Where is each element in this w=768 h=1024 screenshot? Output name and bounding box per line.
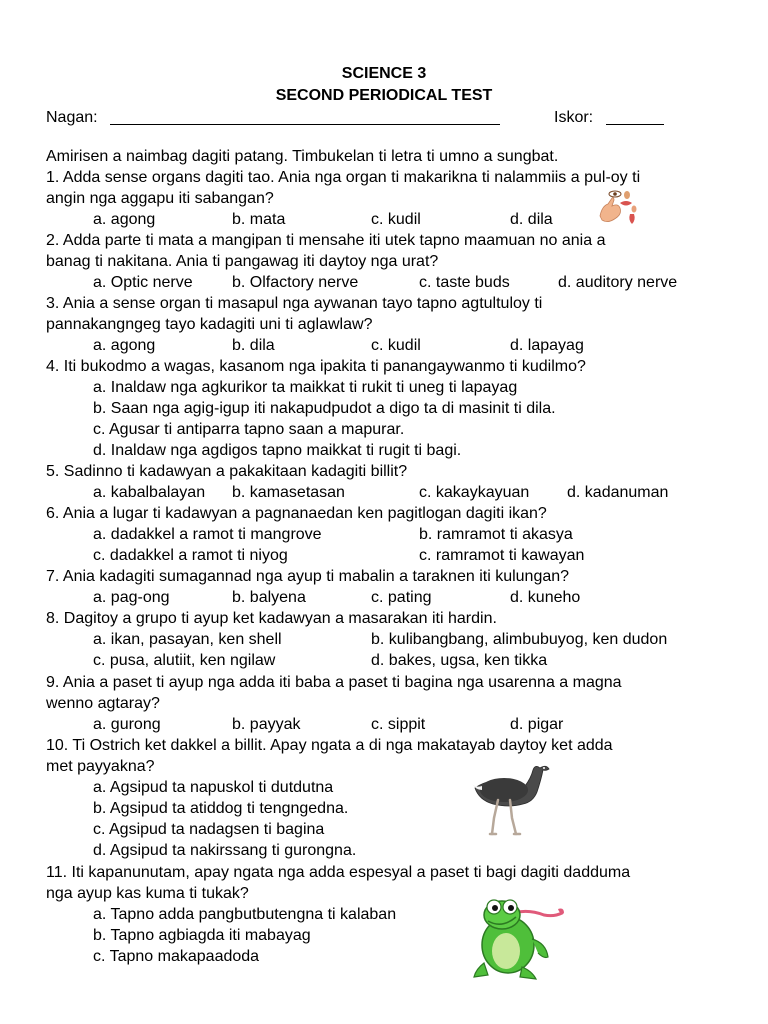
question-11-line-1: 11. Iti kapanunutam, apay ngata nga adda espesyal a paset ti bagi dagiti dadduma	[46, 864, 631, 881]
question-1-option-c: c. kudil	[371, 211, 421, 228]
question-3-option-c: c. kudil	[371, 337, 421, 354]
question-7-option-a: a. pag-ong	[93, 589, 170, 606]
question-2-option-c: c. taste buds	[419, 274, 510, 291]
ostrich-icon	[470, 760, 554, 838]
question-4-option-c: c. Agusar ti antiparra tapno saan a mapurar.	[93, 421, 405, 438]
question-10-option-b: b. Agsipud ta atiddog ti tengngedna.	[93, 800, 349, 817]
question-10-option-c: c. Agsipud ta nadagsen ti bagina	[93, 821, 325, 838]
question-1-option-a: a. agong	[93, 211, 156, 228]
document-title: SCIENCE 3	[341, 65, 427, 82]
question-7-line-1: 7. Ania kadagiti sumagannad nga ayup ti mabalin a taraknen iti kulungan?	[46, 568, 570, 585]
question-7-option-c: c. pating	[371, 589, 432, 606]
question-7-option-b: b. balyena	[232, 589, 306, 606]
question-6-option-d: c. ramramot ti kawayan	[419, 547, 585, 564]
question-11-option-b: b. Tapno agbiagda iti mabayag	[93, 927, 311, 944]
question-4-option-d: d. Inaldaw nga agdigos tapno maikkat ti rugit ti bagi.	[93, 442, 462, 459]
sense-organs-icon	[594, 188, 642, 230]
question-6-option-c: c. dadakkel a ramot ti niyog	[93, 547, 288, 564]
question-2-option-b: b. Olfactory nerve	[232, 274, 359, 291]
name-blank-line	[110, 124, 500, 125]
question-9-option-a: a. gurong	[93, 716, 161, 733]
question-5-option-d: d. kadanuman	[567, 484, 669, 501]
question-3-option-d: d. lapayag	[510, 337, 584, 354]
question-10-option-d: d. Agsipud ta nakirssang ti gurongna.	[93, 842, 357, 859]
question-3-line-1: 3. Ania a sense organ ti masapul nga aywanan tayo tapno agtultuloy ti	[46, 295, 543, 312]
instructions: Amirisen a naimbag dagiti patang. Timbukelan ti letra ti umno a sungbat.	[46, 148, 559, 165]
question-5-option-c: c. kakaykayuan	[419, 484, 530, 501]
name-label: Nagan:	[46, 109, 98, 126]
question-3-line-2: pannakangngeg tayo kadagiti uni ti aglawlaw?	[46, 316, 373, 333]
question-9-option-d: d. pigar	[510, 716, 564, 733]
question-1-option-d: d. dila	[510, 211, 553, 228]
question-8-option-b: b. kulibangbang, alimbubuyog, ken dudon	[371, 631, 668, 648]
question-8-option-d: d. bakes, ugsa, ken tikka	[371, 652, 548, 669]
question-7-option-d: d. kuneho	[510, 589, 581, 606]
question-1-line-2: angin nga aggapu iti sabangan?	[46, 190, 274, 207]
question-11-line-2: nga ayup kas kuma ti tukak?	[46, 885, 249, 902]
question-5-line-1: 5. Sadinno ti kadawyan a pakakitaan kadagiti billit?	[46, 463, 408, 480]
question-6-option-a: a. dadakkel a ramot ti mangrove	[93, 526, 322, 543]
score-label: Iskor:	[554, 109, 594, 126]
question-9-line-1: 9. Ania a paset ti ayup nga adda iti baba a paset ti bagina nga usarenna a magna	[46, 674, 622, 691]
frog-icon	[470, 895, 566, 981]
question-2-option-d: d. auditory nerve	[558, 274, 678, 291]
question-10-line-2: met payyakna?	[46, 758, 155, 775]
question-6-option-b: b. ramramot ti akasya	[419, 526, 573, 543]
question-2-option-a: a. Optic nerve	[93, 274, 193, 291]
question-9-option-b: b. payyak	[232, 716, 301, 733]
question-2-line-2: banag ti nakitana. Ania ti pangawag iti daytoy nga urat?	[46, 253, 439, 270]
question-8-option-a: a. ikan, pasayan, ken shell	[93, 631, 282, 648]
question-3-option-a: a. agong	[93, 337, 156, 354]
question-4-option-a: a. Inaldaw nga agkurikor ta maikkat ti rukit ti uneg ti lapayag	[93, 379, 518, 396]
question-11-option-a: a. Tapno adda pangbutbutengna ti kalaban	[93, 906, 397, 923]
question-8-option-c: c. pusa, alutiit, ken ngilaw	[93, 652, 276, 669]
question-8-line-1: 8. Dagitoy a grupo ti ayup ket kadawyan a masarakan iti hardin.	[46, 610, 497, 627]
question-4-line-1: 4. Iti bukodmo a wagas, kasanom nga ipakita ti panangaywanmo ti kudilmo?	[46, 358, 586, 375]
question-1-line-1: 1. Adda sense organs dagiti tao. Ania nga organ ti makarikna ti nalammiis a pul-oy ti	[46, 169, 641, 186]
question-10-line-1: 10. Ti Ostrich ket dakkel a billit. Apay ngata a di nga makatayab daytoy ket adda	[46, 737, 613, 754]
question-5-option-b: b. kamasetasan	[232, 484, 345, 501]
question-4-option-b: b. Saan nga agig-igup iti nakapudpudot a digo ta di masinit ti dila.	[93, 400, 556, 417]
question-9-line-2: wenno agtaray?	[46, 695, 160, 712]
question-5-option-a: a. kabalbalayan	[93, 484, 206, 501]
question-6-line-1: 6. Ania a lugar ti kadawyan a pagnanaedan ken pagitlogan dagiti ikan?	[46, 505, 547, 522]
document-subtitle: SECOND PERIODICAL TEST	[275, 87, 493, 104]
question-1-option-b: b. mata	[232, 211, 286, 228]
question-3-option-b: b. dila	[232, 337, 275, 354]
question-9-option-c: c. sippit	[371, 716, 426, 733]
question-11-option-c: c. Tapno makapaadoda	[93, 948, 260, 965]
question-10-option-a: a. Agsipud ta napuskol ti dutdutna	[93, 779, 334, 796]
score-blank-line	[606, 124, 664, 125]
question-2-line-1: 2. Adda parte ti mata a mangipan ti mensahe iti utek tapno maamuan no ania a	[46, 232, 606, 249]
